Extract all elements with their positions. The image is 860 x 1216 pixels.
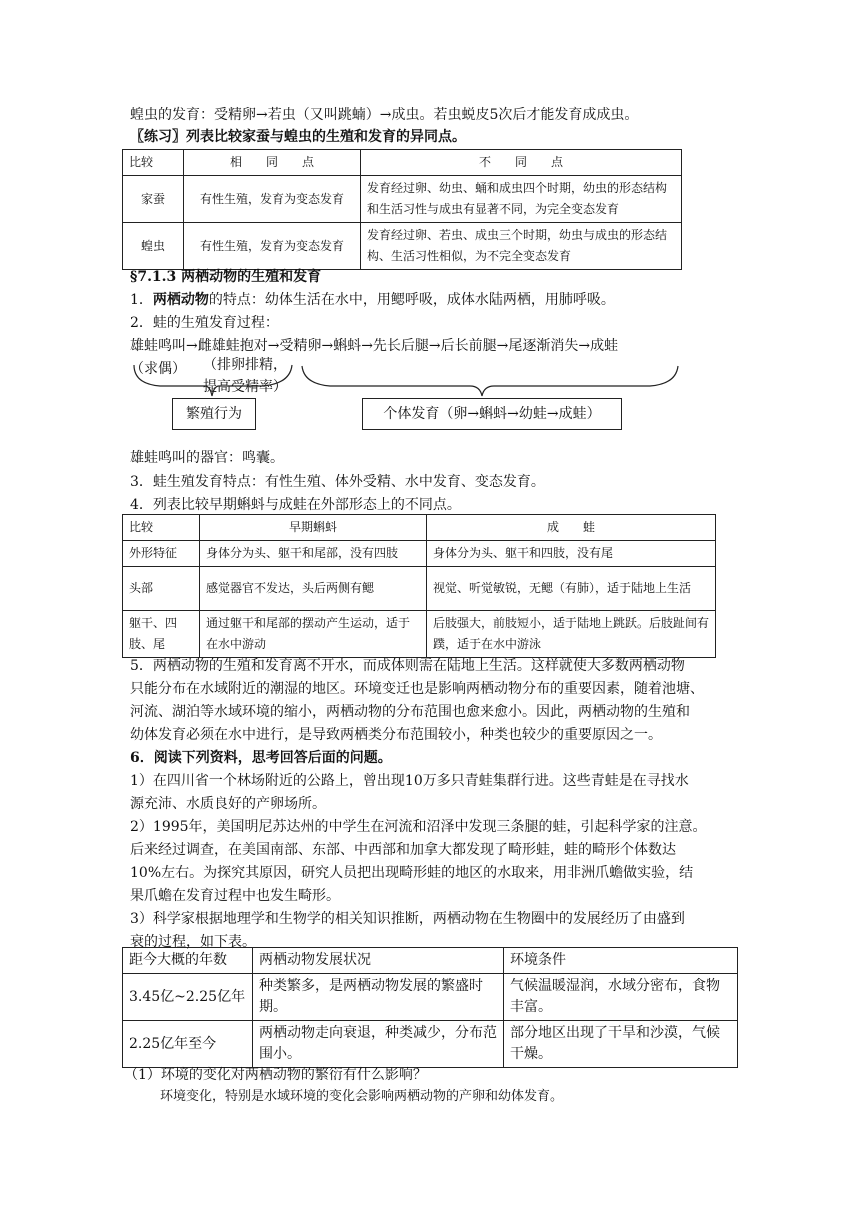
paragraph-5-line-2: 只能分布在水域附近的潮湿的地区。环境变迁也是影响两栖动物分布的重要因素，随着池塘、 xyxy=(130,681,704,697)
table-header-cell: 距今大概的年数 xyxy=(123,948,253,974)
table-amphibian-history xyxy=(122,947,738,1068)
table-cell: 3.45亿~2.25亿年 xyxy=(123,974,253,1021)
paragraph-5-line-4: 幼体发育必须在水中进行，是导致两栖类分布范围较小，种类也较少的重要原因之一。 xyxy=(130,727,662,743)
table-cell: 通过躯干和尾部的摆动产生运动，适于在水中游动 xyxy=(200,611,427,658)
table-cell: 发育经过卵、幼虫、蛹和成虫四个时期，幼虫的形态结构和生活习性与成虫有显著不同，为完全变态发育 xyxy=(361,176,682,223)
table-cell: 种类繁多，是两栖动物发展的繁盛时期。 xyxy=(253,974,504,1021)
right-brace xyxy=(302,366,678,396)
table-cell: 气候温暖湿润，水域分密布，食物丰富。 xyxy=(504,974,738,1021)
table-row xyxy=(123,541,716,567)
paragraph-6: 6．阅读下列资料，思考回答后面的问题。 xyxy=(130,750,392,766)
table-header-cell: 早期蝌蚪 xyxy=(200,515,427,541)
intro-line: 蝗虫的发育：受精卵→若虫（又叫跳蝻）→成虫。若虫蜕皮5次后才能发育成成虫。 xyxy=(130,107,639,123)
table-cell: 躯干、四肢、尾 xyxy=(123,611,200,658)
label-fertilization-rate: 提高受精率） xyxy=(203,379,287,395)
section-heading: §7.1.3 两栖动物的生殖和发育 xyxy=(130,269,322,285)
table-cell: 蝗虫 xyxy=(123,223,184,270)
exercise-heading: 〖练习〗列表比较家蚕与蝗虫的生殖和发育的异同点。 xyxy=(130,129,466,145)
table-header-cell: 比较 xyxy=(123,150,184,176)
term-amphibian: 两栖动物 xyxy=(152,292,209,308)
table-row xyxy=(123,1021,738,1068)
table-header-row xyxy=(123,515,716,541)
material-2-line-2: 后来经过调查，在美国南部、东部、中西部和加拿大都发现了畸形蛙，蛙的畸形个体数达 xyxy=(130,842,676,858)
table-cell: 身体分为头、躯干和四肢，没有尾 xyxy=(427,541,716,567)
paragraph-organ: 雄蛙鸣叫的器官：鸣囊。 xyxy=(130,450,284,466)
paragraph-4: 4．列表比较早期蝌蚪与成蛙在外部形态上的不同点。 xyxy=(130,497,461,513)
table-header-row xyxy=(123,948,738,974)
table-cell: 2.25亿年至今 xyxy=(123,1021,253,1068)
table-row xyxy=(123,611,716,658)
material-2-line-1: 2）1995年，美国明尼苏达州的中学生在河流和沼泽中发现三条腿的蛙，引起科学家的注意。 xyxy=(130,819,707,835)
material-2-line-3: 10%左右。为探究其原因，研究人员把出现畸形蛙的地区的水取来，用非洲爪蟾做实验，结 xyxy=(130,865,694,881)
table-cell: 身体分为头、躯干和尾部，没有四肢 xyxy=(200,541,427,567)
table-cell: 头部 xyxy=(123,567,200,611)
box-reproductive-behavior: 繁殖行为 xyxy=(172,398,256,430)
table-cell: 感觉器官不发达，头后两侧有鳃 xyxy=(200,567,427,611)
label-spawning: （排卵排精， xyxy=(203,357,287,373)
material-1-line-2: 源充沛、水质良好的产卵场所。 xyxy=(130,796,326,812)
table-cell: 后肢强大，前肢短小，适于陆地上跳跃。后肢趾间有蹼，适于在水中游泳 xyxy=(427,611,716,658)
paragraph-3: 3．蛙生殖发育特点：有性生殖、体外受精、水中发育、变态发育。 xyxy=(130,474,545,490)
left-brace xyxy=(134,365,292,396)
item-text: 的特点：幼体生活在水中，用鳃呼吸，成体水陆两栖，用肺呼吸。 xyxy=(208,292,615,308)
material-3-line-2: 衰的过程，如下表。 xyxy=(130,934,256,950)
table-header-cell: 不 同 点 xyxy=(361,150,682,176)
material-1-line-1: 1）在四川省一个林场附近的公路上，曾出现10万多只青蛙集群行进。这些青蛙是在寻找水 xyxy=(130,773,689,789)
table-header-cell: 比较 xyxy=(123,515,200,541)
material-3-line-1: 3）科学家根据地理学和生物学的相关知识推断，两栖动物在生物圈中的发展经历了由盛到 xyxy=(130,911,685,927)
material-2-line-4: 果爪蟾在发育过程中也发生畸形。 xyxy=(130,888,340,904)
box-individual-development: 个体发育（卵→蝌蚪→幼蛙→成蛙） xyxy=(362,398,622,430)
table-header-cell: 成 蛙 xyxy=(427,515,716,541)
paragraph-5-line-1: 5．两栖动物的生殖和发育离不开水，而成体则需在陆地上生活。这样就使大多数两栖动物 xyxy=(130,658,685,674)
paragraph-2: 2．蛙的生殖发育过程： xyxy=(130,315,279,331)
frog-process-line: 雄蛙鸣叫→雌雄蛙抱对→受精卵→蝌蚪→先长后腿→后长前腿→尾逐渐消失→成蛙 xyxy=(130,338,619,354)
brace-lines xyxy=(0,0,860,420)
table-cell: 发育经过卵、若虫、成虫三个时期，幼虫与成虫的形态结构、生活习性相似，为不完全变态发育 xyxy=(361,223,682,270)
table-tadpole-frog xyxy=(122,514,716,658)
table-cell: 外形特征 xyxy=(123,541,200,567)
label-courtship: （求偶） xyxy=(130,361,186,377)
table-cell: 家蚕 xyxy=(123,176,184,223)
paragraph-5-line-3: 河流、湖泊等水域环境的缩小，两栖动物的分布范围也愈来愈小。因此，两栖动物的生殖和 xyxy=(130,704,690,720)
table-cell: 有性生殖，发育为变态发育 xyxy=(184,176,361,223)
item-number: 1． xyxy=(130,292,153,308)
question-1: （1）环境的变化对两栖动物的繁衍有什么影响？ xyxy=(124,1067,427,1083)
table-cell: 视觉、听觉敏锐，无鳃（有肺），适于陆地上生活 xyxy=(427,567,716,611)
table-cell: 部分地区出现了干旱和沙漠，气候干燥。 xyxy=(504,1021,738,1068)
table-header-cell: 两栖动物发展状况 xyxy=(253,948,504,974)
table-cell: 有性生殖，发育为变态发育 xyxy=(184,223,361,270)
table-cell: 两栖动物走向衰退，种类减少，分布范围小。 xyxy=(253,1021,504,1068)
answer-1: 环境变化，特别是水域环境的变化会影响两栖动物的产卵和幼体发育。 xyxy=(160,1089,564,1104)
table-row xyxy=(123,974,738,1021)
table-header-cell: 相 同 点 xyxy=(184,150,361,176)
table-row xyxy=(123,567,716,611)
table-header-cell: 环境条件 xyxy=(504,948,738,974)
